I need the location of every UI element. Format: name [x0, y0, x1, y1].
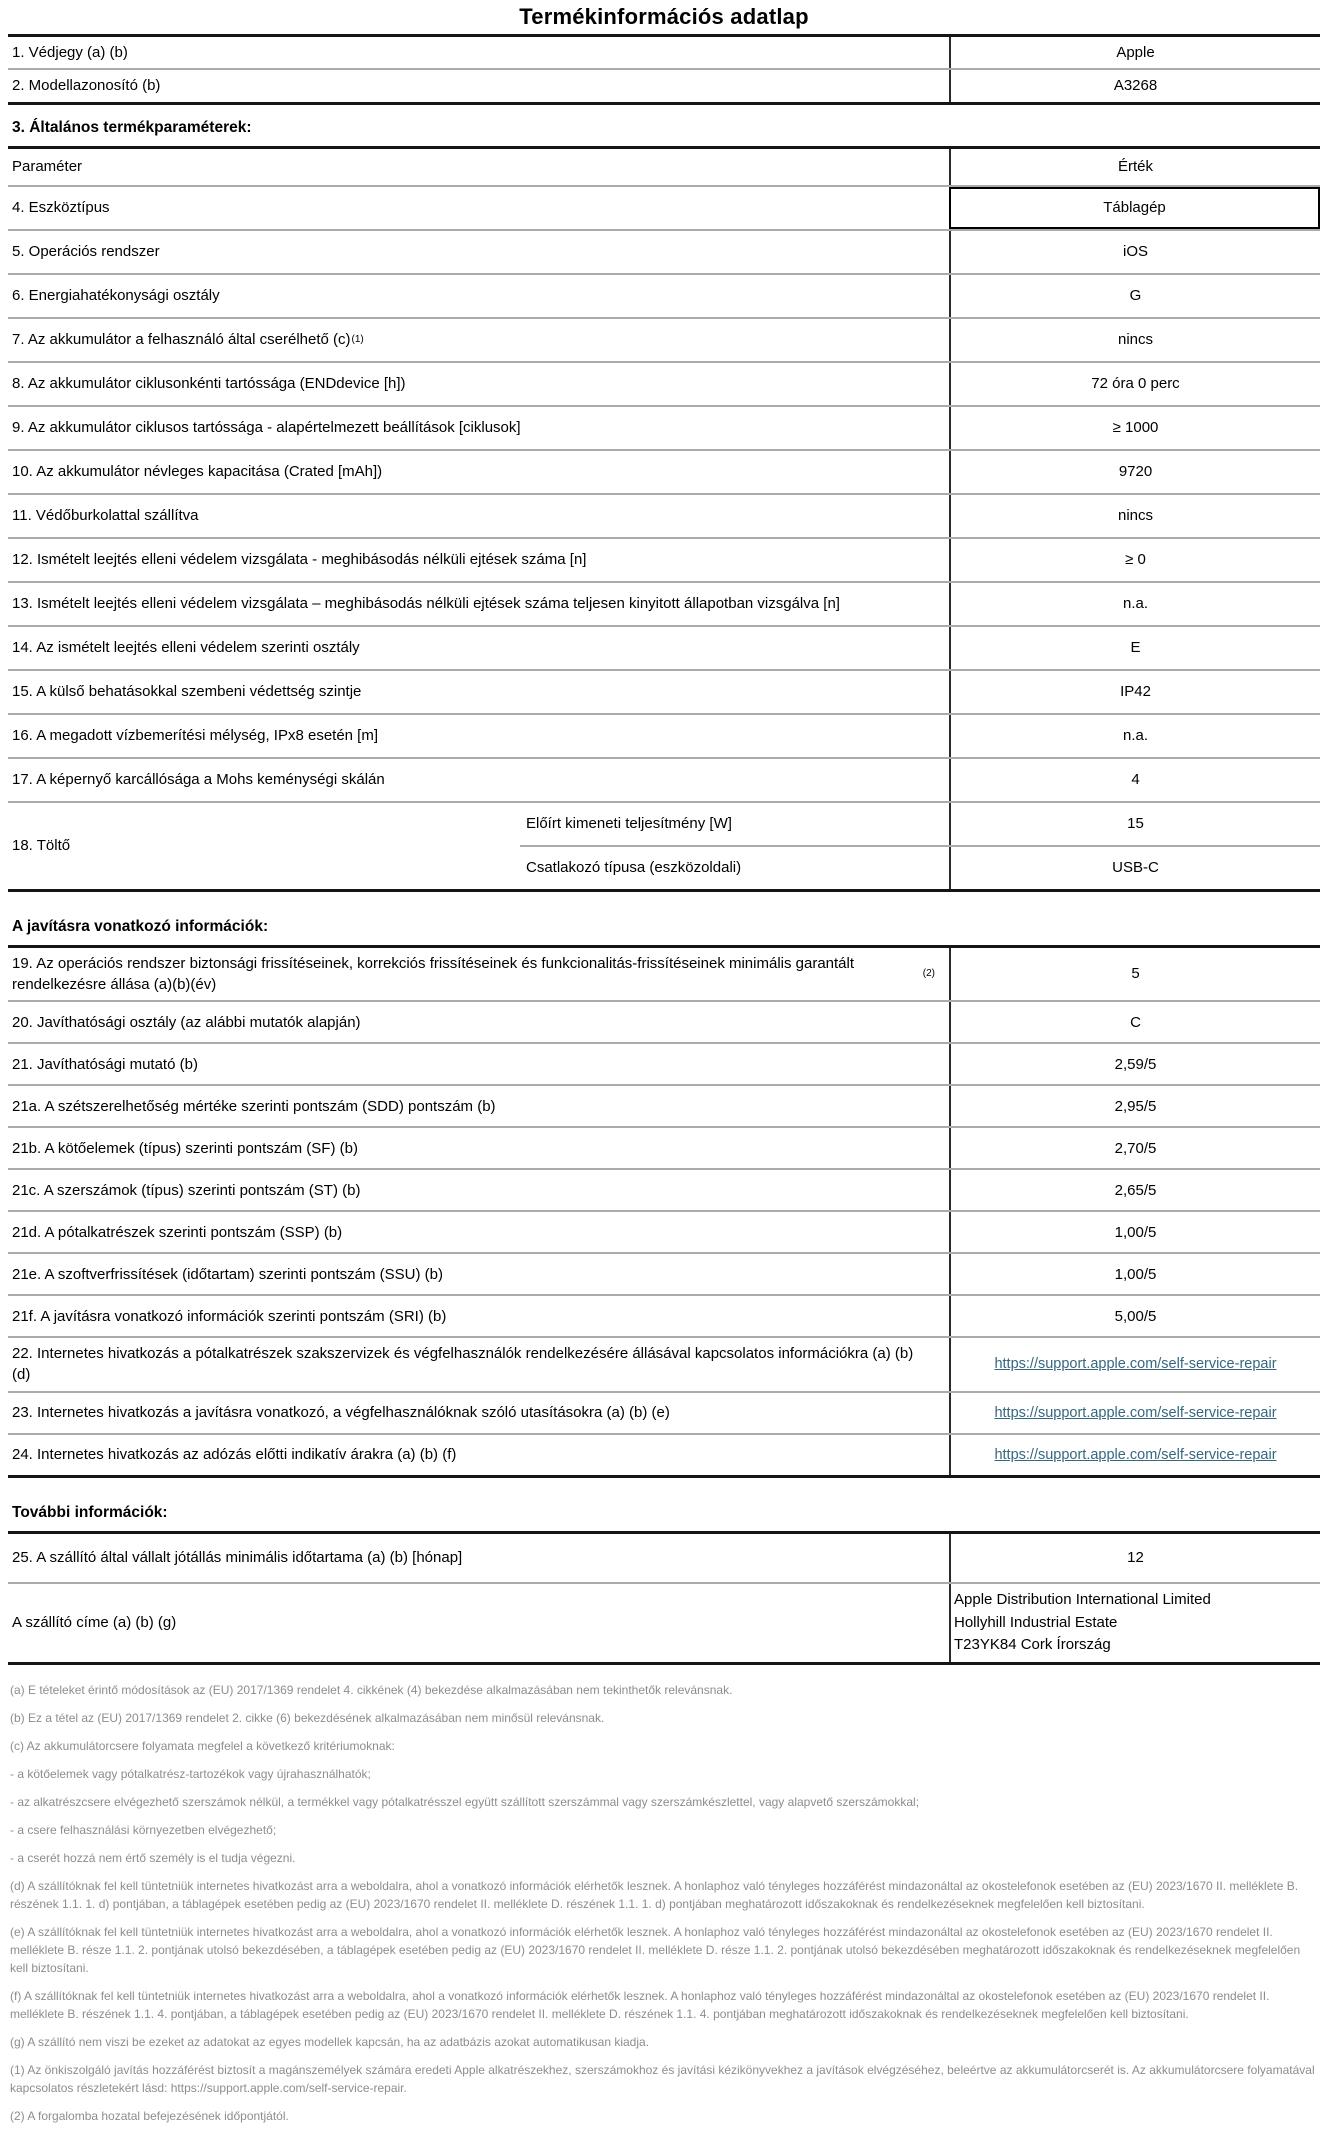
row-value: nincs — [949, 319, 1320, 361]
table-row-indicative-prices-link — [8, 1433, 1320, 1475]
subrow-label: Csatlakozó típusa (eszközoldali) — [526, 859, 742, 877]
identity-table — [8, 34, 1320, 105]
row-label: 10. Az akkumulátor névleges kapacitása (Crated [mAh]) — [12, 462, 383, 480]
subrow-value: USB-C — [949, 847, 1320, 889]
footnote-c-bullet-3: - a csere felhasználási környezetben elvégezhető; — [10, 1822, 277, 1837]
table-row-ssu-score — [8, 1252, 1320, 1294]
row-label: 4. Eszköztípus — [12, 198, 110, 216]
row-label: 12. Ismételt leejtés elleni védelem vizsgálata - meghibásodás nélküli ejtések száma [n] — [12, 550, 587, 568]
repair-table — [8, 945, 1320, 1478]
table-row-ssp-score — [8, 1210, 1320, 1252]
table-row-immersion-depth — [8, 713, 1320, 757]
row-label: 8. Az akkumulátor ciklusonkénti tartóssága (ENDdevice [h]) — [12, 374, 406, 392]
row-label: 14. Az ismételt leejtés elleni védelem szerinti osztály — [12, 638, 360, 656]
row-value: iOS — [949, 231, 1320, 273]
row-label: 5. Operációs rendszer — [12, 242, 160, 260]
table-row-charger — [8, 801, 1320, 889]
footnote-c-bullet-4: - a cserét hozzá nem értő személy is el tudja végezni. — [10, 1850, 296, 1865]
row-label: 11. Védőburkolattal szállítva — [12, 506, 199, 524]
section-heading-repair: A javításra vonatkozó információk: — [12, 917, 269, 935]
table-row-battery-cycles — [8, 405, 1320, 449]
row-value: 12 — [949, 1534, 1320, 1582]
support-link[interactable]: https://support.apple.com/self-service-repair — [994, 1446, 1277, 1463]
row-label: 21d. A pótalkatrészek szerinti pontszám (SSP) (b) — [12, 1223, 343, 1241]
row-value: 1,00/5 — [949, 1254, 1320, 1294]
row-label: 21b. A kötőelemek (típus) szerinti pontszám (SF) (b) — [12, 1139, 358, 1157]
table-row-st-score — [8, 1168, 1320, 1210]
row-label: 21a. A szétszerelhetőség mértéke szerinti pontszám (SDD) pontszám (b) — [12, 1097, 496, 1115]
footnote-a: (a) E tételeket érintő módosítások az (EU) 2017/1369 rendelet 4. cikkének (4) bekezdése alkalmazásában nem tekinthetők relevánsnak. — [10, 1682, 733, 1697]
table-row-mohs-hardness — [8, 757, 1320, 801]
table-row-sf-score — [8, 1126, 1320, 1168]
table-row-battery-capacity — [8, 449, 1320, 493]
row-value: 5,00/5 — [949, 1296, 1320, 1336]
charger-subrow-power — [520, 803, 1320, 845]
table-row-device-type — [8, 185, 1320, 229]
table-row-supplier-address — [8, 1582, 1320, 1662]
row-label: 15. A külső behatásokkal szembeni védettség szintje — [12, 682, 362, 700]
address-line: Hollyhill Industrial Estate — [954, 1613, 1118, 1631]
row-value: ≥ 0 — [949, 539, 1320, 581]
row-value: 2,95/5 — [949, 1086, 1320, 1126]
row-value: 4 — [949, 759, 1320, 801]
row-label: 17. A képernyő karcállósága a Mohs keménységi skálán — [12, 770, 385, 788]
row-label: 2. Modellazonosító (b) — [12, 77, 161, 95]
row-label: 9. Az akkumulátor ciklusos tartóssága - alapértelmezett beállítások [ciklusok] — [12, 418, 521, 436]
subrow-value: 15 — [949, 803, 1320, 845]
row-label: 21. Javíthatósági mutató (b) — [12, 1055, 198, 1073]
table-row-warranty — [8, 1534, 1320, 1582]
column-header-value: Érték — [949, 149, 1320, 185]
table-row-repair-class — [8, 1000, 1320, 1042]
row-value: A3268 — [949, 70, 1320, 101]
footnote-c-bullet-2: - az alkatrészcsere elvégezhető szerszámok nélkül, a termékkel vagy pótalkatrésszel együtt szállított szerszámmal vagy szerszámkészlettel, vagy alapvető szerszámokkal; — [10, 1794, 920, 1809]
footnote-d: (d) A szállítóknak fel kell tüntetniük internetes hivatkozást arra a weboldalra, ahol a vonatkozó információk elérhetők lesznek. A honlaphoz való tényleges hozzáférést mindazonáltal az okostelefonok esetében az (EU) 2023/1670 II. melléklete B. részének 1.1. 1. d) pontjában, a táblagépek esetében pedig az (EU) 2023/1670 rendelet II. melléklete D. részének 1.1. 1. d) pontjában meghatározott időszakoknak és rendelkezéseknek megfelelően kell biztosítani. — [10, 1878, 1299, 1911]
row-label: 23. Internetes hivatkozás a javításra vonatkozó, a végfelhasználóknak szóló utasításokra (a) (b) (e) — [12, 1404, 670, 1422]
row-value: 9720 — [949, 451, 1320, 493]
charger-subrow-connector — [520, 845, 1320, 889]
row-value: 1,00/5 — [949, 1212, 1320, 1252]
more-info-table — [8, 1531, 1320, 1665]
row-value: IP42 — [949, 671, 1320, 713]
footnote-e: (e) A szállítóknak fel kell tüntetniük internetes hivatkozást arra a weboldalra, ahol a vonatkozó információk elérhetők lesznek. A honlaphoz való tényleges hozzáférést mindazonáltal az okostelefonok esetében az (EU) 2023/1670 rendelet II. melléklete B. része 1.1. 2. pontjának utolsó bekezdésében, a táblagépek esetében pedig az (EU) 2023/1670 rendelet II. melléklete D. része 1.1. 2. pontjának utolsó bekezdésében meghatározott időszakoknak és rendelkezéseknek megfelelően kell biztosítani. — [10, 1924, 1301, 1975]
row-value: n.a. — [949, 715, 1320, 757]
footnote-2: (2) A forgalomba hozatal befejezésének időpontjától. — [10, 2108, 289, 2123]
table-row-energy-class — [8, 273, 1320, 317]
table-row-battery-replaceable: 7. Az akkumulátor a felhasználó által cserélhető (c) (1) nincs — [8, 317, 1320, 361]
footnote-c: (c) Az akkumulátorcsere folyamata megfelel a következő kritériumoknak: — [10, 1738, 395, 1753]
support-link[interactable]: https://support.apple.com/self-service-repair — [994, 1404, 1277, 1421]
row-value: 5 — [949, 948, 1320, 1001]
footnote-g: (g) A szállító nem viszi be ezeket az adatokat az egyes modellek kapcsán, ha az adatbázis azokat automatikusan kiadja. — [10, 2034, 650, 2049]
general-table — [8, 146, 1320, 892]
row-value: 2,59/5 — [949, 1044, 1320, 1084]
table-row-ingress-protection — [8, 669, 1320, 713]
table-header-row — [8, 149, 1320, 185]
page-title: Termékinformációs adatlap — [519, 4, 809, 29]
table-row-battery-endurance — [8, 361, 1320, 405]
table-row-drop-class — [8, 625, 1320, 669]
row-label: 19. Az operációs rendszer biztonsági frissítéseinek, korrekciós frissítéseinek és funkcionalitás-frissítéseinek minimális garantált rendelkezésre állása (a)(b)(év) — [12, 954, 855, 993]
table-row-repair-instructions-link — [8, 1391, 1320, 1433]
footnote-f: (f) A szállítóknak fel kell tüntetniük internetes hivatkozást arra a weboldalra, ahol a vonatkozó információk elérhetők lesznek. A honlaphoz való tényleges hozzáférést mindazonáltal az okostelefonok esetében az (EU) 2023/1670 rendelet II. melléklete B. részének 1.1. 4. pontjában, a táblagépek esetében pedig az (EU) 2023/1670 rendelet II. melléklete D. részének 1.1. 4. pontjában meghatározott időszakoknak és rendelkezéseknek megfelelően kell biztosítani. — [10, 1988, 1270, 2021]
support-link[interactable]: https://support.apple.com/self-service-repair — [994, 1356, 1277, 1373]
row-value: Apple — [949, 37, 1320, 68]
table-row-model-id — [8, 68, 1320, 101]
row-label: 21f. A javításra vonatkozó információk szerinti pontszám (SRI) (b) — [12, 1307, 447, 1325]
section-heading-general: 3. Általános termékparaméterek: — [12, 118, 252, 136]
row-label: A szállító címe (a) (b) (g) — [12, 1614, 177, 1632]
section-heading-more-info: További információk: — [12, 1503, 168, 1521]
row-label: 16. A megadott vízbemerítési mélység, IPx8 esetén [m] — [12, 726, 379, 744]
table-row-repair-index — [8, 1042, 1320, 1084]
row-label: 18. Töltő — [12, 837, 71, 855]
row-label: 21e. A szoftverfrissítések (időtartam) szerinti pontszám (SSU) (b) — [12, 1265, 443, 1283]
row-value: n.a. — [949, 583, 1320, 625]
column-header-parameter: Paraméter — [12, 157, 83, 175]
row-label: 25. A szállító által vállalt jótállás minimális időtartama (a) (b) [hónap] — [12, 1549, 463, 1567]
row-value: G — [949, 275, 1320, 317]
footnote-1: (1) Az önkiszolgáló javítás hozzáférést biztosít a magánszemélyek számára eredeti Apple alkatrészekhez, szerszámokhoz és javítási kézikönyvekhez a javítások elvégzéséhez, beleértve az akkumulátorcserét is. Az akkumulátorcsere folyamatával kapcsolatos részletekért lásd: https://support.apple.com/self-service-repair. — [10, 2062, 1315, 2095]
address-line: Apple Distribution International Limited — [954, 1591, 1211, 1609]
row-value: 72 óra 0 perc — [949, 363, 1320, 405]
footnote-b: (b) Ez a tétel az (EU) 2017/1369 rendelet 2. cikke (6) bekezdésének alkalmazásában nem minősül relevánsnak. — [10, 1710, 605, 1725]
table-row-protective-case — [8, 493, 1320, 537]
row-label: 24. Internetes hivatkozás az adózás előtti indikatív árakra (a) (b) (f) — [12, 1446, 457, 1464]
table-row-trademark — [8, 37, 1320, 68]
table-row-sri-score — [8, 1294, 1320, 1336]
row-value: ≥ 1000 — [949, 407, 1320, 449]
table-row-drop-test-open — [8, 581, 1320, 625]
row-label: 1. Védjegy (a) (b) — [12, 44, 128, 61]
row-label: 6. Energiahatékonysági osztály — [12, 286, 220, 304]
table-row-drop-test — [8, 537, 1320, 581]
table-row-os — [8, 229, 1320, 273]
supplier-address — [949, 1584, 1320, 1662]
table-row-sdd-score — [8, 1084, 1320, 1126]
row-value: 2,70/5 — [949, 1128, 1320, 1168]
row-value: nincs — [949, 495, 1320, 537]
address-line: T23YK84 Cork Írország — [954, 1636, 1111, 1654]
row-label: 20. Javíthatósági osztály (az alábbi mutatók alapján) — [12, 1013, 361, 1031]
table-row-os-updates: 19. Az operációs rendszer biztonsági frissítéseinek, korrekciós frissítéseinek és funkcionalitás-frissítéseinek minimális garantált rendelkezésre állása (a)(b)(év) (2) 5 — [8, 948, 1320, 1001]
row-label: 21c. A szerszámok (típus) szerinti pontszám (ST) (b) — [12, 1181, 361, 1199]
table-row-spare-parts-link — [8, 1336, 1320, 1391]
footnote-c-bullet-1: - a kötőelemek vagy pótalkatrész-tartozékok vagy újrahasználhatók; — [10, 1766, 371, 1781]
row-value: 2,65/5 — [949, 1170, 1320, 1210]
row-label: 7. Az akkumulátor a felhasználó által cserélhető (c) — [12, 330, 351, 348]
row-value: E — [949, 627, 1320, 669]
row-label: 13. Ismételt leejtés elleni védelem vizsgálata – meghibásodás nélküli ejtések száma teljesen kinyitott állapotban vizsgálva [n] — [12, 594, 840, 612]
row-value-boxed: Táblagép — [949, 187, 1320, 229]
footnotes — [8, 1681, 1320, 2125]
row-value: C — [949, 1002, 1320, 1042]
row-label: 22. Internetes hivatkozás a pótalkatrészek szakszervizek és végfelhasználók rendelkezésére állásával kapcsolatos információkra (a) (b) (d) — [12, 1345, 914, 1384]
subrow-label: Előírt kimeneti teljesítmény [W] — [526, 815, 732, 833]
